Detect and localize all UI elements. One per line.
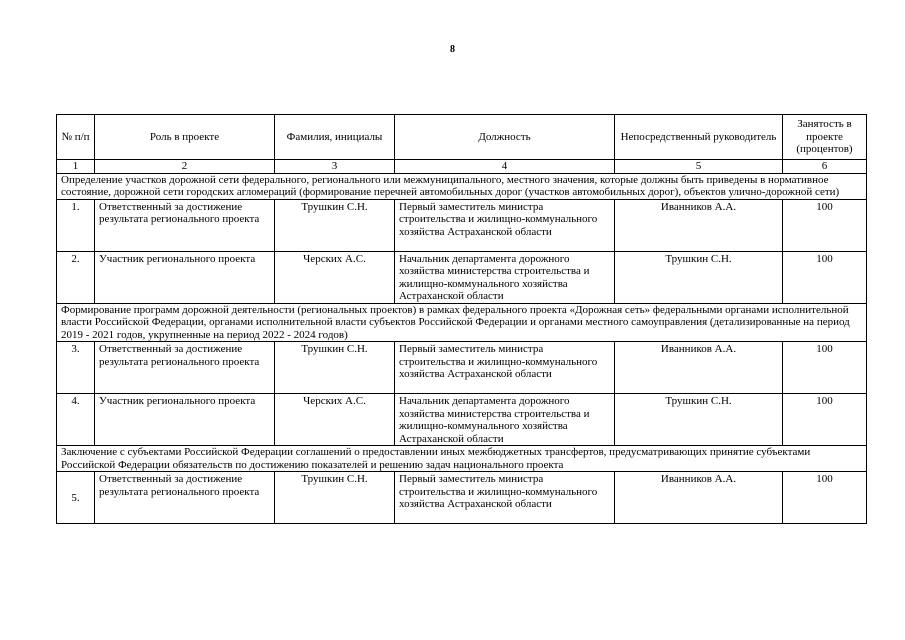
section-title: Определение участков дорожной сети федерального, регионального или межмуниципального, местного значения, которые должны быть приведены в нормативное состояние, дорожной сети городских агломераций (формирование перечней автомобильных дорог (участков автомобильных дорог), объектов улично-дорожной сети) [57, 173, 867, 199]
row-supervisor: Иванников А.А. [615, 342, 783, 394]
row-employment: 100 [783, 472, 867, 524]
row-supervisor: Иванников А.А. [615, 472, 783, 524]
header-role: Роль в проекте [95, 115, 275, 160]
row-role: Ответственный за достижение результата регионального проекта [95, 472, 275, 524]
row-employment: 100 [783, 394, 867, 446]
row-name: Трушкин С.Н. [275, 472, 395, 524]
row-role: Участник регионального проекта [95, 394, 275, 446]
row-role: Ответственный за достижение результата регионального проекта [95, 199, 275, 251]
header-supervisor: Непосредственный руководитель [615, 115, 783, 160]
section-row [57, 303, 867, 342]
row-employment: 100 [783, 251, 867, 303]
column-number: 1 [57, 160, 95, 174]
row-num: 4. [57, 394, 95, 446]
column-number: 4 [395, 160, 615, 174]
table-row [57, 251, 867, 303]
header-row [57, 115, 867, 160]
row-position: Начальник департамента дорожного хозяйства министерства строительства и жилищно-коммунального хозяйства Астраханской области [395, 251, 615, 303]
table-row [57, 199, 867, 251]
project-staff-table [56, 114, 867, 524]
row-supervisor: Трушкин С.Н. [615, 251, 783, 303]
row-name: Черских А.С. [275, 394, 395, 446]
section-title: Формирование программ дорожной деятельности (региональных проектов) в рамках федерального проекта «Дорожная сеть» федеральными органами исполнительной власти Российской Федерации, органами исполнительной власти субъектов Российской Федерации и органами местного самоуправления (детализированные на период 2019 - 2021 годов, укрупненные на период 2022 - 2024 годов) [57, 303, 867, 342]
row-supervisor: Трушкин С.Н. [615, 394, 783, 446]
section-row [57, 173, 867, 199]
column-number: 6 [783, 160, 867, 174]
table-row [57, 394, 867, 446]
row-position: Начальник департамента дорожного хозяйства министерства строительства и жилищно-коммунального хозяйства Астраханской области [395, 394, 615, 446]
column-number: 2 [95, 160, 275, 174]
row-name: Трушкин С.Н. [275, 342, 395, 394]
column-number: 5 [615, 160, 783, 174]
row-role: Ответственный за достижение результата регионального проекта [95, 342, 275, 394]
row-position: Первый заместитель министра строительства и жилищно-коммунального хозяйства Астраханской области [395, 472, 615, 524]
row-position: Первый заместитель министра строительства и жилищно-коммунального хозяйства Астраханской области [395, 199, 615, 251]
row-employment: 100 [783, 199, 867, 251]
header-employment: Занятость в проекте (процентов) [783, 115, 867, 160]
row-supervisor: Иванников А.А. [615, 199, 783, 251]
row-position: Первый заместитель министра строительства и жилищно-коммунального хозяйства Астраханской области [395, 342, 615, 394]
row-num: 5. [57, 472, 95, 524]
section-title: Заключение с субъектами Российской Федерации соглашений о предоставлении иных межбюджетных трансфертов, предусматривающих принятие субъектами Российской Федерации обязательств по достижению показателей и решению задач национального проекта [57, 446, 867, 472]
header-name: Фамилия, инициалы [275, 115, 395, 160]
column-number-row [57, 160, 867, 174]
page-number: 8 [450, 44, 455, 55]
header-num: № п/п [57, 115, 95, 160]
row-num: 3. [57, 342, 95, 394]
table-row [57, 472, 867, 524]
row-employment: 100 [783, 342, 867, 394]
row-name: Черских А.С. [275, 251, 395, 303]
row-name: Трушкин С.Н. [275, 199, 395, 251]
row-role: Участник регионального проекта [95, 251, 275, 303]
table-row [57, 342, 867, 394]
column-number: 3 [275, 160, 395, 174]
row-num: 1. [57, 199, 95, 251]
section-row [57, 446, 867, 472]
row-num: 2. [57, 251, 95, 303]
header-position: Должность [395, 115, 615, 160]
